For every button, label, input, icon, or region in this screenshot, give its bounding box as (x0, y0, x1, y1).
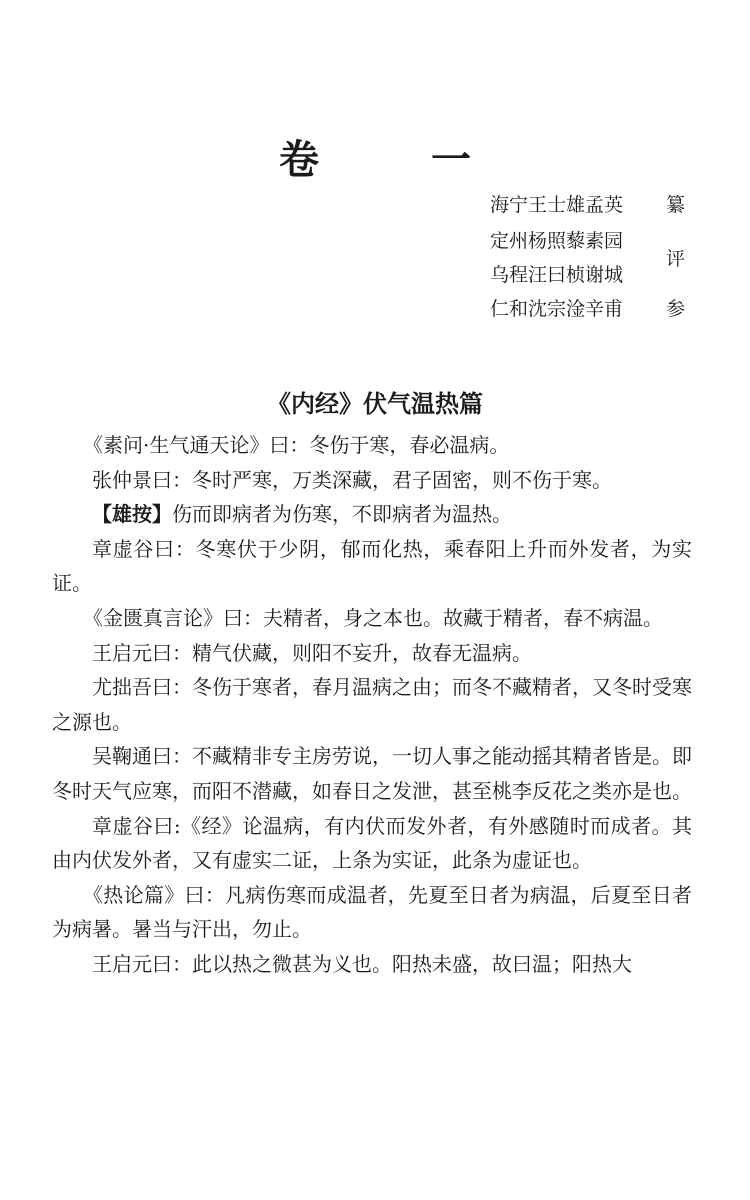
paragraph: 章虚谷曰:《经》论温病，有内伏而发外者，有外感随时而成者。其由内伏发外者，又有虚实二证，上条为实证，此条为虚证也。 (52, 813, 692, 873)
annotation-text: 伤而即病者为伤寒，不即病者为温热。 (172, 502, 512, 527)
credit-role-comment: 评 (666, 248, 686, 270)
paragraph: 王启元曰：精气伏藏，则阳不妄升，故春无温病。 (92, 640, 532, 665)
paragraph: 尤拙吾曰：冬伤于寒者，春月温病之由；而冬不藏精者，又冬时受寒之源也。 (52, 675, 692, 734)
credit-role-compile: 纂 (666, 194, 686, 216)
body-text (52, 428, 692, 982)
credit-role-participate: 参 (666, 298, 686, 320)
paragraph: 《热论篇》曰：凡病伤寒而成温者，先夏至日者为病温，后夏至日者为病暑。暑当与汗出，勿止。 (52, 882, 692, 942)
paragraph: 章虚谷曰：冬寒伏于少阴，郁而化热，乘春阳上升而外发者，为实证。 (52, 536, 692, 596)
paragraph (52, 497, 692, 532)
credit-line: 乌程汪曰桢谢城 (490, 264, 624, 286)
paragraph: 《素问·生气通天论》曰：冬伤于寒，春必温病。 (83, 433, 510, 457)
credit-line: 仁和沈宗淦辛甫 (490, 298, 624, 320)
paragraph: 吴鞠通曰：不藏精非专主房劳说，一切人事之能动摇其精者皆是。即冬时天气应寒，而阳不潜藏，如春日之发泄，甚至桃李反花之类亦是也。 (52, 744, 692, 803)
paragraph: 张仲景曰：冬时严寒，万类深藏，君子固密，则不伤于寒。 (92, 467, 612, 492)
paragraph: 《金匮真言论》曰：夫精者，身之本也。故藏于精者，春不病温。 (83, 605, 663, 630)
credit-line: 定州杨照藜素园 (490, 230, 624, 252)
paragraph: 王启元曰：此以热之微甚为义也。阳热未盛，故曰温；阳热大 (92, 951, 632, 976)
section-title: 《内经》伏气温热篇 (267, 389, 483, 418)
volume-title: 卷 一 (279, 137, 507, 183)
annotation-tag: 【雄按】 (92, 502, 172, 527)
credit-line: 海宁王士雄孟英 (490, 194, 624, 216)
